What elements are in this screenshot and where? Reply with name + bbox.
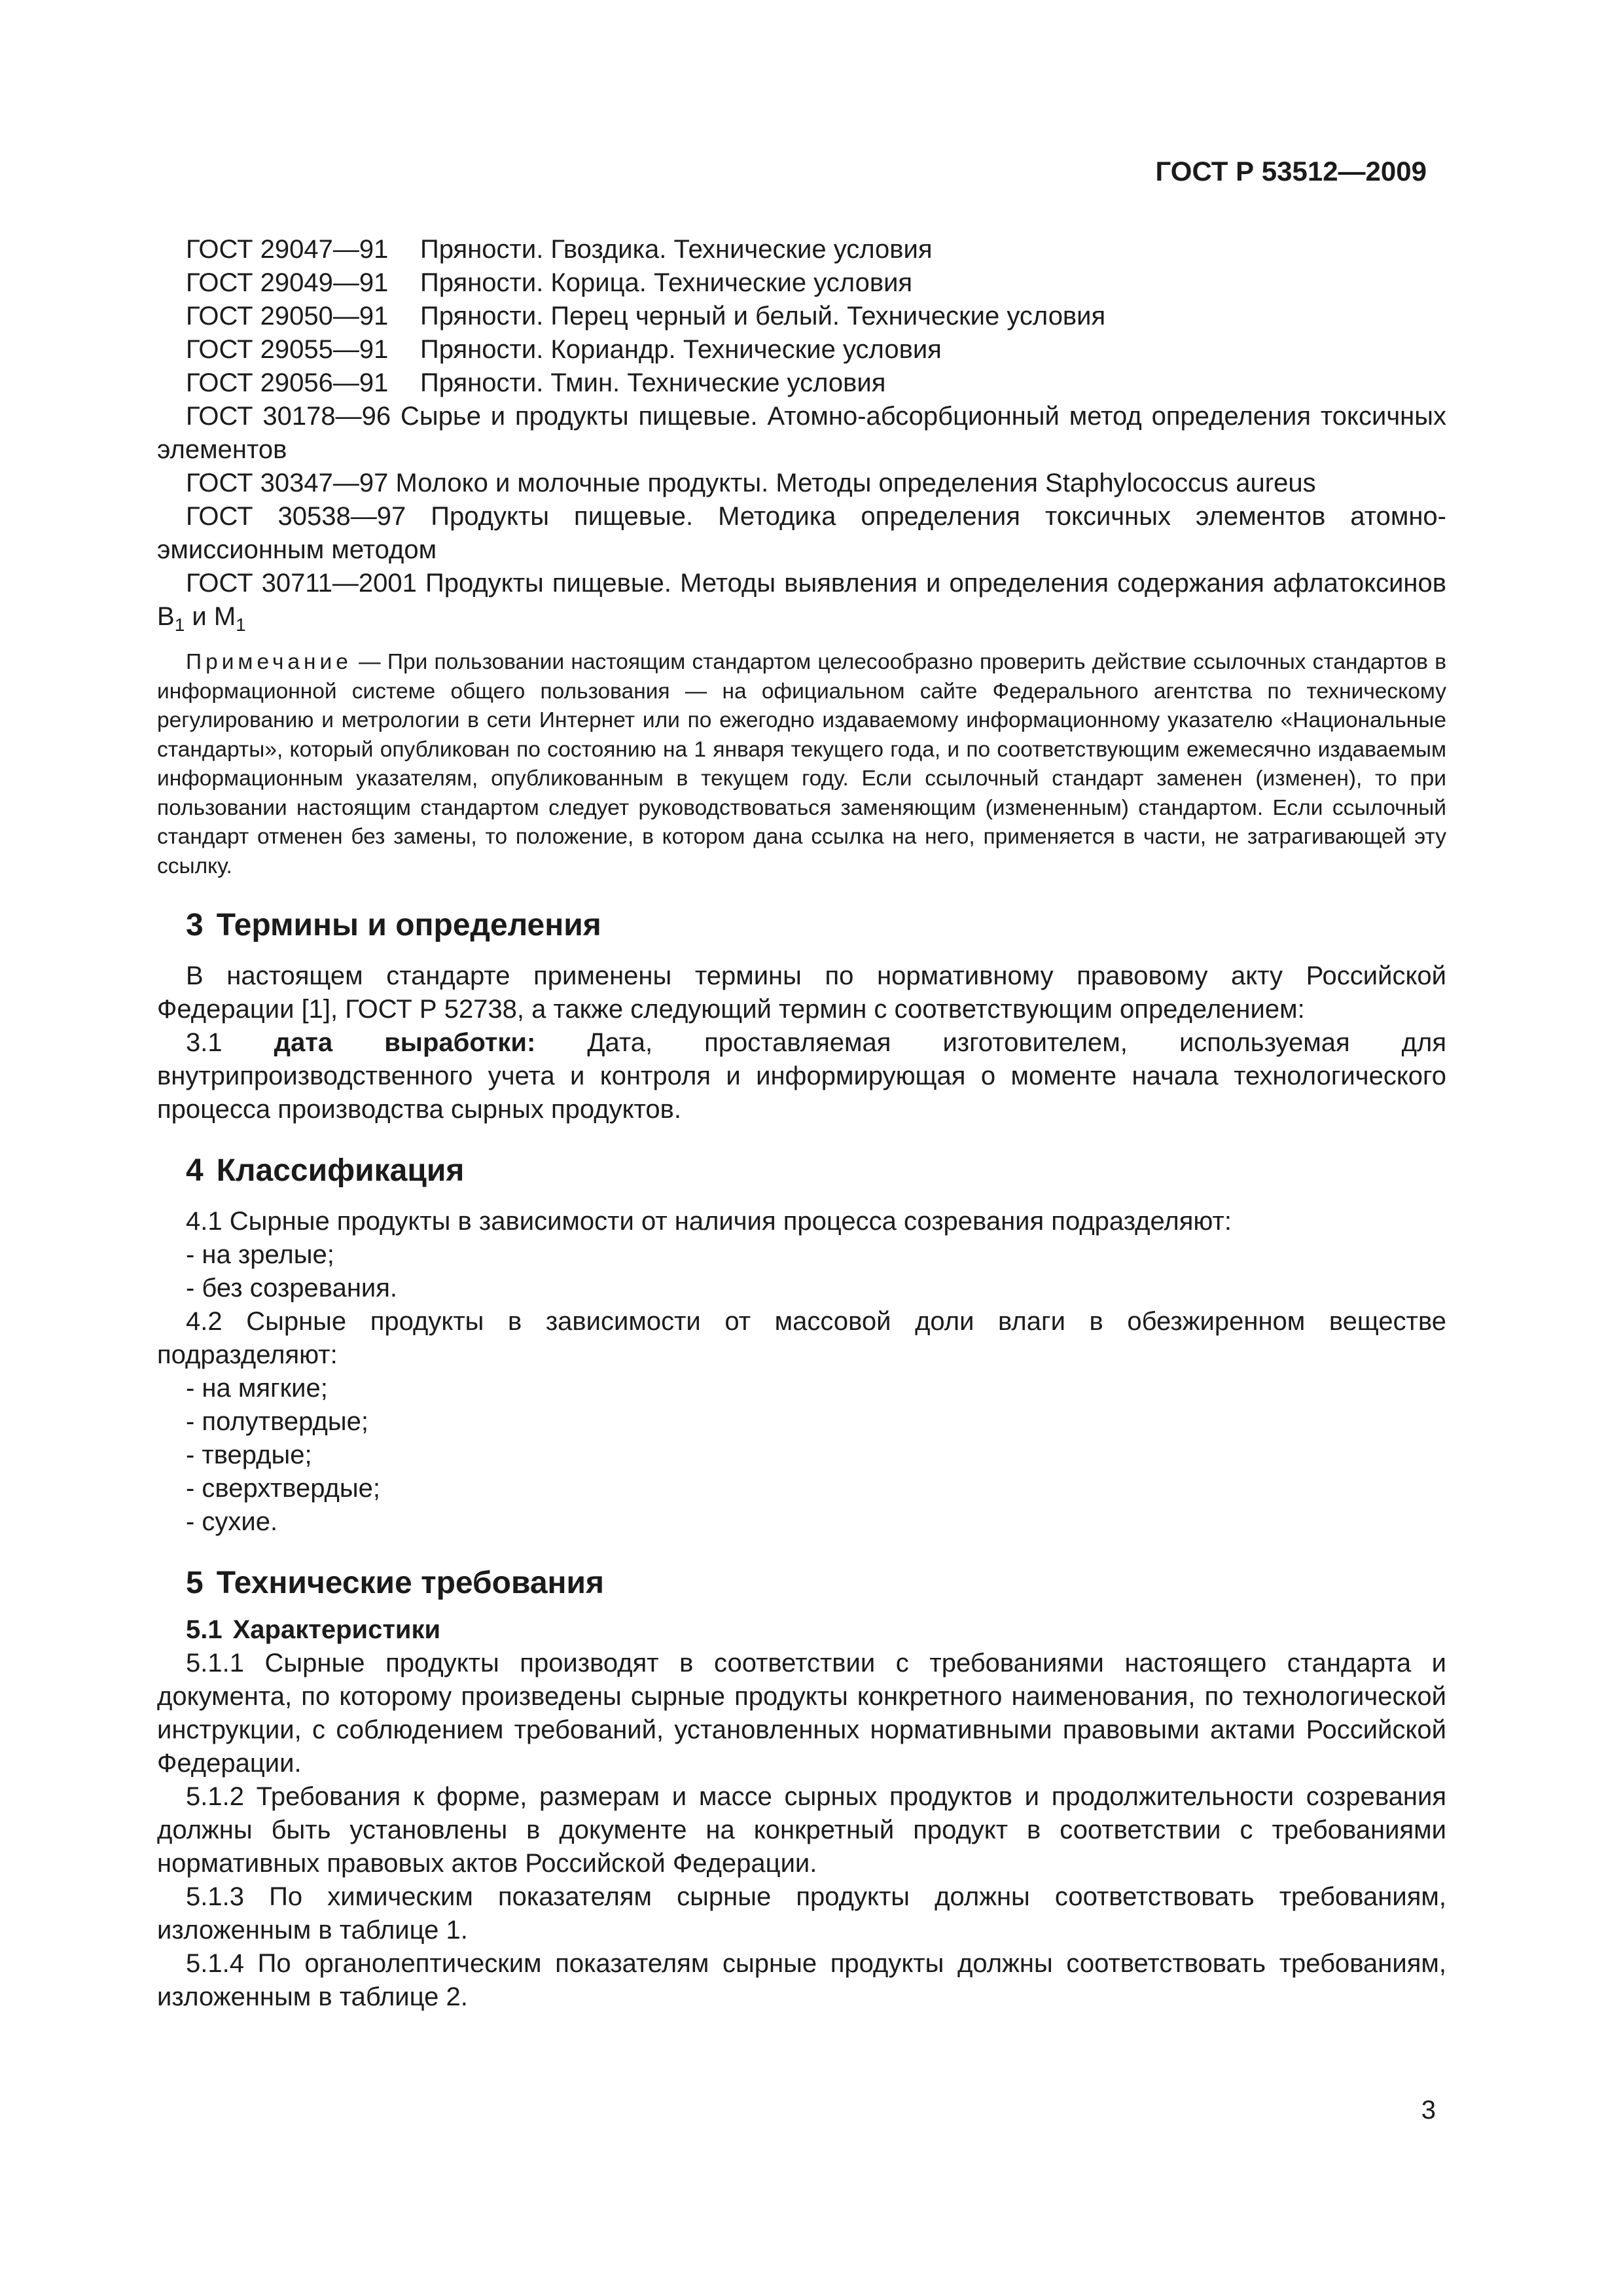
section-paragraph: 5.1.3 По химическим показателям сырные продукты должны соответствовать требованиям, изложенным в таблице 1. [157,1882,1446,1945]
reference-item: ГОСТ 30347—97 Молоко и молочные продукты. Методы определения Staphylococcus aureus [186,469,1316,497]
section-heading-5: 5 Технические требования [186,1566,605,1600]
subsection-heading: 5.1 Характеристики [186,1615,441,1644]
reference-item: ГОСТ 29056—91 Пряности. Тмин. Технические условия [186,368,886,397]
reference-item: ГОСТ 30711—2001 Продукты пищевые. Методы выявления и определения содержания афлатоксинов $B_1$ и $M_1$ [157,569,1446,635]
list-item: - на зрелые; [186,1240,334,1269]
section-paragraph: 5.1.1 Сырные продукты производят в соответствии с требованиями настоящего стандарта и документа, по которому произведены сырные продукты конкретного наименования, по технологической инструкции, с соблюдением требований, установленных нормативными правовыми актами Российской Федерации. [157,1649,1446,1778]
section-paragraph: 5.1.2 Требования к форме, размерам и массе сырных продуктов и продолжительности созревания должны быть установлены в документе на конкретный продукт в соответствии с требованиями нормативных правовых актов Российской Федерации. [157,1782,1446,1878]
section-paragraph: В настоящем стандарте применены термины по нормативному правовому акту Российской Федерации [1], ГОСТ Р 52738, а также следующий термин с соответствующим определением: [157,961,1446,1024]
note-label: Примечание [186,650,352,674]
reference-item: ГОСТ 29047—91 Пряности. Гвоздика. Технические условия [186,235,933,264]
list-item: - твердые; [186,1441,312,1469]
section-paragraph: 5.1.4 По органолептическим показателям сырные продукты должны соответствовать требованиям, изложенным в таблице 2. [157,1949,1446,2011]
reference-item: ГОСТ 30178—96 Сырье и продукты пищевые. Атомно-абсорбционный метод определения токсичных элементов [157,402,1446,464]
references-list [157,233,1446,634]
reference-item: ГОСТ 29049—91 Пряности. Корица. Технические условия [186,268,913,297]
list-item: - на мягкие; [186,1374,328,1403]
list-item: - полутвердые; [186,1407,368,1436]
section-heading-4: 4 Классификация [186,1153,465,1188]
list-item: - сухие. [186,1507,278,1536]
section-paragraph: 4.1 Сырные продукты в зависимости от наличия процесса созревания подразделяют: [186,1207,1232,1236]
section-heading-3: 3 Термины и определения [186,908,601,942]
term-definition: 3.1 дата выработки: Дата, проставляемая изготовителем, используемая для внутрипроизводственного учета и контроля и информирующая о моменте начала технологического процесса производства сырных продуктов. [157,1028,1447,1124]
reference-item: ГОСТ 29050—91 Пряности. Перец черный и белый. Технические условия [186,302,1106,331]
section-paragraph: 4.2 Сырные продукты в зависимости от массовой доли влаги в обезжиренном веществе подразделяют: [157,1307,1446,1369]
defined-term: дата выработки: [274,1028,536,1057]
reference-item: ГОСТ 29055—91 Пряности. Кориандр. Технические условия [186,335,942,364]
list-item: - сверхтвердые; [186,1474,380,1503]
page-number: 3 [1421,2096,1436,2125]
reference-item: ГОСТ 30538—97 Продукты пищевые. Методика определения токсичных элементов атомно-эмиссионным методом [157,502,1446,564]
page-content [157,233,1446,2014]
list-item: - без созревания. [186,1274,398,1302]
note-paragraph: Примечание — При пользовании настоящим стандартом целесообразно проверить действие ссылочных стандартов в информационной системе общего пользования — на официальном сайте Федерального агентства по техническому регулированию и метрологии в сети Интернет или по ежегодно издаваемому информационному указателю «Национальные стандарты», который опубликован по состоянию на 1 января текущего года, и по соответствующим ежемесячно издаваемым информационным указателям, опубликованным в текущем году. Если ссылочный стандарт заменен (изменен), то при пользовании настоящим стандартом следует руководствоваться заменяющим (измененным) стандартом. Если ссылочный стандарт отменен без замены, то положение, в котором дана ссылка на него, применяется в части, не затрагивающей эту ссылку. [157,650,1446,878]
document-id: ГОСТ Р 53512—2009 [1155,156,1427,187]
